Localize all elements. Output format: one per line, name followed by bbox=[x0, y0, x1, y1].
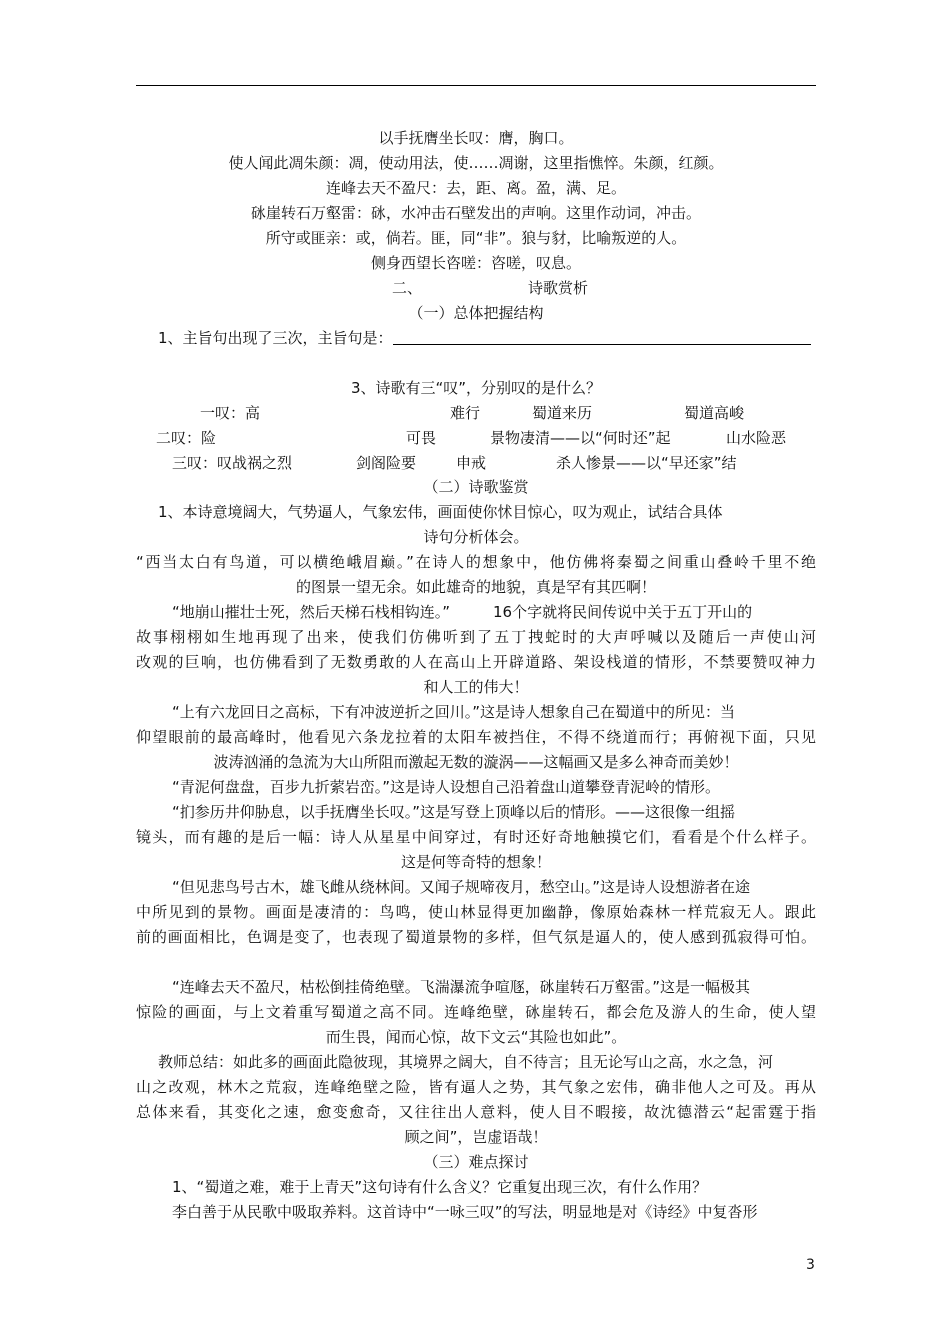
sigh-cell: 三叹：叹战祸之烈 bbox=[172, 454, 293, 472]
sigh-cell: 杀人惨景——以“早还家”结 bbox=[556, 454, 737, 472]
sigh-cell: 景物凄清——以“何时还”起 bbox=[490, 429, 671, 447]
sigh-row bbox=[136, 453, 816, 475]
note-line: 侧身西望长咨嗟：咨嗟，叹息。 bbox=[370, 254, 581, 272]
note-line: 使人闻此凋朱颜：凋，使动用法，使……凋谢，这里指憔悴。朱颜，红颜。 bbox=[228, 154, 724, 172]
subsection-heading: （一）总体把握结构 bbox=[408, 304, 544, 322]
paragraph-line: “上有六龙回日之高标，下有冲波逆折之回川。”这是诗人想象自己在蜀道中的所见：当 bbox=[172, 703, 736, 721]
paragraph-line: 李白善于从民歌中吸取养料。这首诗中“一咏三叹”的写法，明显地是对《诗经》中复沓形 bbox=[172, 1203, 758, 1221]
paragraph-line: “连峰去天不盈尺，枯松倒挂倚绝壁。飞湍瀑流争喧豗，砯崖转石万壑雷。”这是一幅极其 bbox=[172, 978, 751, 996]
header-rule bbox=[136, 85, 816, 86]
sigh-row bbox=[136, 403, 816, 425]
note-line: 砯崖转石万壑雷：砯，水冲击石壁发出的声响。这里作动词，冲击。 bbox=[250, 204, 701, 222]
paragraph-line: 山之改观，林木之荒寂，连峰绝壁之险，皆有逼人之势，其气象之宏伟，确非他人之可及。再从 bbox=[136, 1078, 816, 1096]
question-text: 1、主旨句出现了三次，主旨句是： bbox=[158, 329, 393, 347]
paragraph-line: “扪参历井仰胁息，以手抚膺坐长叹。”这是写登上顶峰以后的情形。——这很像一组摇 bbox=[172, 803, 736, 821]
paragraph-line: 1、本诗意境阔大，气势逼人，气象宏伟，画面使你怵目惊心，叹为观止，试结合具体 bbox=[158, 503, 723, 521]
sigh-cell: 蜀道高峻 bbox=[684, 404, 745, 422]
paragraph-line: 这是何等奇特的想象！ bbox=[400, 853, 551, 871]
page-number: 3 bbox=[806, 1257, 815, 1273]
subsection-heading: （三）难点探讨 bbox=[423, 1153, 529, 1171]
paragraph-line: “西当太白有鸟道，可以横绝峨眉巅。”在诗人的想象中，他仿佛将秦蜀之间重山叠岭千里不绝 bbox=[136, 553, 816, 571]
paragraph-line: 镜头，而有趣的是后一幅：诗人从星星中间穿过，有时还好奇地触摸它们，看看是个什么样子。 bbox=[136, 828, 816, 846]
question-line: 1、“蜀道之难，难于上青天”这句诗有什么含义？它重复出现三次，有什么作用？ bbox=[172, 1178, 708, 1196]
paragraph-line: 总体来看，其变化之速，愈变愈奇，又往往出人意料，使人目不暇接，故沈德潜云“起雷霆于指 bbox=[136, 1103, 816, 1121]
subsection-heading: （二）诗歌鉴赏 bbox=[423, 478, 529, 496]
sigh-cell: 剑阁险要 bbox=[356, 454, 417, 472]
paragraph-line: 波涛汹涌的急流为大山所阻而激起无数的漩涡——这幅画又是多么神奇而美妙！ bbox=[213, 753, 739, 771]
paragraph-line: 而生畏，闻而心惊，故下文云“其险也如此”。 bbox=[325, 1028, 627, 1046]
paragraph-line bbox=[136, 602, 816, 624]
sigh-cell: 二叹：险 bbox=[156, 429, 217, 447]
paragraph-line: 改观的巨响，也仿佛看到了无数勇敢的人在高山上开辟道路、架设栈道的情形，不禁要赞叹神力 bbox=[136, 653, 816, 671]
sigh-cell: 难行 bbox=[450, 404, 481, 422]
answer-blank bbox=[393, 329, 811, 345]
paragraph-line: “青泥何盘盘，百步九折萦岩峦。”这是诗人设想自己沿着盘山道攀登青泥岭的情形。 bbox=[172, 778, 721, 796]
note-line: 所守或匪亲：或，倘若。匪，同“非”。狼与豺，比喻叛逆的人。 bbox=[265, 229, 687, 247]
paragraph-line: 故事栩栩如生地再现了出来，使我们仿佛听到了五丁拽蛇时的大声呼喊以及随后一声使山河 bbox=[136, 628, 816, 646]
note-line: 连峰去天不盈尺：去，距、离。盈，满、足。 bbox=[325, 179, 626, 197]
paragraph-line: 中所见到的景物。画面是凄清的：鸟鸣，使山林显得更加幽静，像原始森林一样荒寂无人。跟此 bbox=[136, 903, 816, 921]
note-line: 以手抚膺坐长叹：膺，胸口。 bbox=[378, 129, 574, 147]
paragraph-line: 和人工的伟大！ bbox=[423, 678, 529, 696]
paragraph-line: 仰望眼前的最高峰时，他看见六条龙拉着的太阳车被挡住，不得不绕道而行；再俯视下面，只见 bbox=[136, 728, 816, 746]
paragraph-line: 教师总结：如此多的画面此隐彼现，其境界之阔大，自不待言；且无论写山之高，水之急，河 bbox=[158, 1053, 774, 1071]
sigh-cell: 申戒 bbox=[456, 454, 487, 472]
paragraph-line: 惊险的画面，与上文着重写蜀道之高不同。连峰绝壁，砯崖转石，都会危及游人的生命，使人望 bbox=[136, 1003, 816, 1021]
section-heading bbox=[136, 278, 816, 300]
sigh-row bbox=[136, 428, 816, 450]
text-segment: “地崩山摧壮士死，然后天梯石栈相钩连。” bbox=[172, 603, 451, 621]
paragraph-line: 诗句分析体会。 bbox=[423, 528, 529, 546]
paragraph-line: 前的画面相比，色调是变了，也表现了蜀道景物的多样，但气氛是逼人的，使人感到孤寂得可怕。 bbox=[136, 928, 816, 946]
question-line bbox=[158, 328, 818, 350]
sigh-cell: 可畏 bbox=[406, 429, 437, 447]
text-segment: 16个字就将民间传说中关于五丁开山的 bbox=[493, 603, 753, 621]
sigh-cell: 一叹：高 bbox=[200, 404, 261, 422]
sigh-cell: 山水险恶 bbox=[726, 429, 787, 447]
paragraph-line: 的图景一望无余。如此雄奇的地貌，真是罕有其匹啊！ bbox=[295, 578, 656, 596]
paragraph-line: 顾之间”，岂虚语哉！ bbox=[404, 1128, 548, 1146]
paragraph-line: “但见悲鸟号古木，雄飞雌从绕林间。又闻子规啼夜月，愁空山。”这是诗人设想游者在途 bbox=[172, 878, 751, 896]
section-number: 二、 bbox=[392, 279, 423, 297]
section-title: 诗歌赏析 bbox=[528, 279, 589, 297]
sigh-cell: 蜀道来历 bbox=[532, 404, 593, 422]
question-line: 3、诗歌有三“叹”，分别叹的是什么？ bbox=[350, 379, 602, 397]
